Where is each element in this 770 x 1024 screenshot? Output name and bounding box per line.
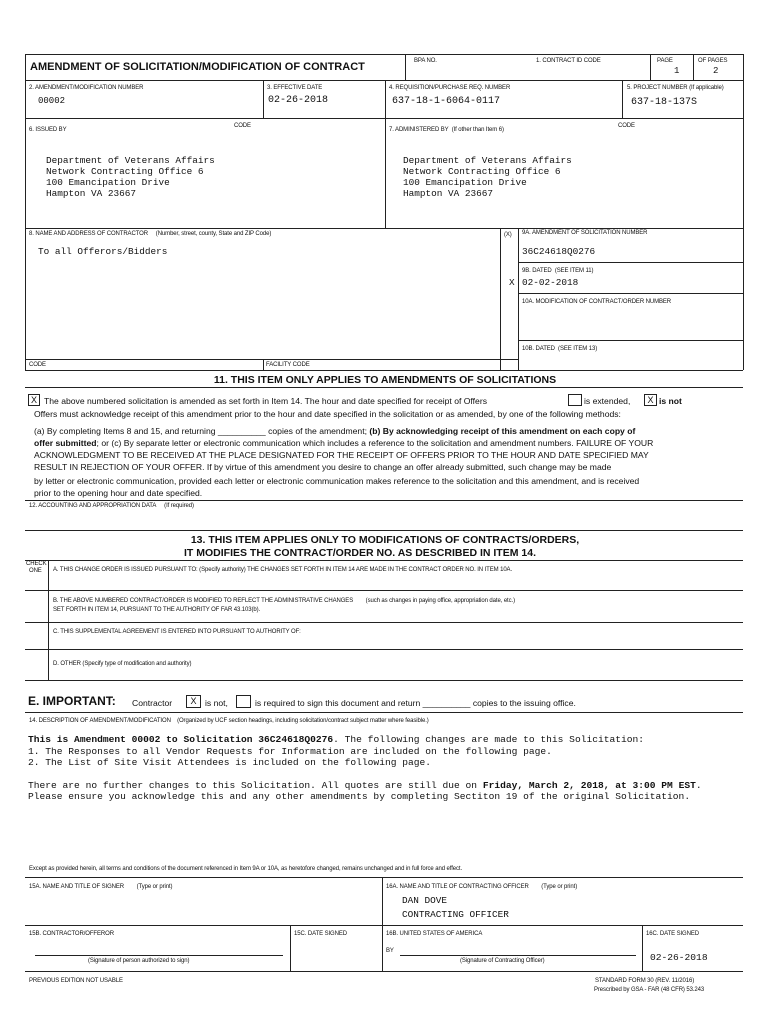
page-label: PAGE [657, 58, 673, 64]
is-not-checkbox[interactable]: X [644, 394, 657, 406]
extended-label: is extended, [584, 396, 631, 406]
important-is-required-checkbox[interactable] [236, 695, 251, 708]
of-pages-label: OF PAGES [698, 58, 728, 64]
check-one-label: CHECK ONE [26, 561, 47, 574]
is-not-label: is not [659, 396, 682, 406]
item-16a-label: 16A. NAME AND TITLE OF CONTRACTING OFFICER (Type or print) [386, 884, 578, 890]
admin-code-label: CODE [618, 123, 635, 129]
item-13-option-b-line-2: SET FORTH IN ITEM 14, PURSUANT TO THE AUTHORITY OF FAR 43.103(b). [53, 607, 261, 613]
administered-by-label: 7. ADMINISTERED BY (If other than Item 6) [389, 127, 504, 133]
contracting-officer-name: DAN DOVE [402, 895, 448, 906]
issued-code-label: CODE [234, 123, 251, 129]
amendment-number-label: 2. AMENDMENT/MODIFICATION NUMBER [29, 85, 144, 91]
x-column-label: (X) [504, 232, 512, 238]
item-13-option-d: D. OTHER (Specify type of modification and authority) [53, 661, 192, 667]
contractor-value: To all Offerors/Bidders [38, 246, 168, 257]
item-10a-label: 10A. MODIFICATION OF CONTRACT/ORDER NUMBER [522, 299, 672, 305]
requisition-label: 4. REQUISITION/PURCHASE REQ. NUMBER [389, 85, 511, 91]
item-16c-label: 16C. DATE SIGNED [646, 931, 699, 937]
item-13-heading-1: 13. THIS ITEM APPLIES ONLY TO MODIFICATIONS OF CONTRACTS/ORDERS, [190, 534, 580, 546]
except-statement: Except as provided herein, all terms and conditions of the document referenced in Item 9A or 10A, as heretofore changed, remains unchanged and in full force and effect. [29, 866, 463, 872]
item-9a-value: 36C24618Q0276 [522, 246, 596, 257]
requisition-value: 637-18-1-6064-0117 [392, 96, 501, 107]
item-9a-label: 9A. AMENDMENT OF SOLICITATION NUMBER [522, 230, 648, 236]
item-11-x-checkbox[interactable]: X [28, 394, 40, 406]
item-13-heading-2: IT MODIFIES THE CONTRACT/ORDER NO. AS DESCRIBED IN ITEM 14. [184, 547, 536, 559]
signature-16-caption: (Signature of Contracting Officer) [460, 958, 545, 964]
effective-date-value: 02-26-2018 [268, 95, 329, 106]
item-11-line-4: offer submitted; or (c) By separate letter or electronic communication which includes a reference to the solicitation and amendment numbers. FAILURE OF YOUR [34, 438, 654, 448]
standard-form-label: STANDARD FORM 30 (REV. 11/2016) [595, 978, 695, 984]
item-11-line-6: RESULT IN REJECTION OF YOUR OFFER. If by virtue of this amendment you desire to change an offer already submitted, such change may be made [34, 462, 612, 472]
item-13-option-b: B. THE ABOVE NUMBERED CONTRACT/ORDER IS MODIFIED TO REFLECT THE ADMINISTRATIVE CHANGES (such as changes in paying office, appropriation date, etc.) [53, 598, 515, 604]
previous-edition-note: PREVIOUS EDITION NOT USABLE [29, 978, 123, 984]
extended-checkbox[interactable] [568, 394, 582, 406]
item-11-line-7: by letter or electronic communication, provided each letter or electronic communication makes reference to the solicitation and this amendment, and is received [34, 476, 640, 486]
item-10b-label: 10B. DATED (SEE ITEM 13) [522, 346, 598, 352]
item-15a-label: 15A. NAME AND TITLE OF SIGNER (Type or print) [29, 884, 173, 890]
contract-id-label: 1. CONTRACT ID CODE [536, 58, 601, 64]
by-label: BY [386, 948, 394, 954]
item-13-option-c: C. THIS SUPPLEMENTAL AGREEMENT IS ENTERED INTO PURSUANT TO AUTHORITY OF: [53, 629, 301, 635]
important-is-not-checkbox[interactable]: X [186, 695, 201, 708]
facility-code-label: FACILITY CODE [266, 362, 310, 368]
administered-by-address: Department of Veterans Affairs Network Contracting Office 6 100 Emancipation Drive Hampton VA 23667 [403, 155, 572, 199]
item-11-line-2: Offers must acknowledge receipt of this amendment prior to the hour and date specified in the solicitation or as amended, by one of the following methods: [34, 409, 621, 419]
effective-date-label: 3. EFFECTIVE DATE [267, 85, 323, 91]
bpa-label: BPA NO. [414, 58, 437, 64]
amendment-number-value: 00002 [38, 96, 66, 106]
important-rest: is required to sign this document and return __________ copies to the issuing office. [255, 698, 576, 708]
contractor-code-label: CODE [29, 362, 46, 368]
important-label: E. IMPORTANT: [28, 694, 116, 708]
contracting-officer-title: CONTRACTING OFFICER [402, 909, 509, 920]
item-11-line-1: The above numbered solicitation is amended as set forth in Item 14. The hour and date specified for receipt of Offers [44, 396, 487, 406]
description-line-5: Please ensure you acknowledge this and any other amendments by completing Sectiton 19 of the original Solicitation. [28, 791, 691, 802]
project-number-value: 637-18-137S [631, 97, 698, 108]
item-13-option-a: A. THIS CHANGE ORDER IS ISSUED PURSUANT TO: (Specify authority) THE CHANGES SET FORTH IN ITEM 14 ARE MADE IN THE CONTRACT ORDER NO. IN ITEM 10A. [53, 567, 513, 573]
description-line-4: There are no further changes to this Solicitation. All quotes are still due on Friday, March 2, 2018, at 3:00 PM EST. [28, 779, 702, 791]
item-9b-x-mark: X [509, 277, 515, 288]
project-number-label: 5. PROJECT NUMBER (If applicable) [627, 85, 724, 91]
issued-by-address: Department of Veterans Affairs Network Contracting Office 6 100 Emancipation Drive Hampton VA 23667 [46, 155, 215, 199]
item-15b-label: 15B. CONTRACTOR/OFFEROR [29, 931, 114, 937]
date-16c-value: 02-26-2018 [650, 952, 708, 963]
form-title: AMENDMENT OF SOLICITATION/MODIFICATION OF CONTRACT [30, 61, 365, 73]
important-contractor: Contractor [132, 698, 173, 708]
of-pages-number: 2 [713, 66, 719, 76]
accounting-label: 12. ACCOUNTING AND APPROPRIATION DATA (If required) [29, 503, 194, 509]
item-9b-label: 9B. DATED (SEE ITEM 11) [522, 268, 594, 274]
description-line-1: This is Amendment 00002 to Solicitation 36C24618Q0276. The following changes are made to this Solicitation: [28, 734, 645, 745]
item-9b-value: 02-02-2018 [522, 277, 579, 288]
contractor-label: 8. NAME AND ADDRESS OF CONTRACTOR (Number, street, county, State and ZIP Code) [29, 231, 272, 237]
important-is-not-label: is not, [205, 698, 228, 708]
item-11-line-3: (a) By completing Items 8 and 15, and returning __________ copies of the amendment; (b) By acknowledging receipt of this amendment on each copy of [34, 426, 636, 436]
page-number: 1 [674, 66, 680, 76]
item-11-line-8: prior to the opening hour and date specified. [34, 488, 203, 498]
item-16b-label: 16B. UNITED STATES OF AMERICA [386, 931, 483, 937]
item-14-description [28, 734, 702, 803]
prescribed-by-label: Prescribed by GSA - FAR (48 CFR) 53.243 [594, 987, 705, 993]
description-line-3: 2. The List of Site Visit Attendees is included on the following page. [28, 757, 432, 768]
item-15c-label: 15C. DATE SIGNED [294, 931, 347, 937]
item-11-heading: 11. THIS ITEM ONLY APPLIES TO AMENDMENTS OF SOLICITATIONS [213, 374, 557, 386]
item-14-label: 14. DESCRIPTION OF AMENDMENT/MODIFICATION (Organized by UCF section headings, including solicitation/contract subject matter where feasible.) [29, 718, 429, 724]
item-11-line-5: ACKNOWLEDGMENT TO BE RECEIVED AT THE PLACE DESIGNATED FOR THE RECEIPT OF OFFERS PRIOR TO THE HOUR AND DATE SPECIFIED MAY [34, 450, 649, 460]
signature-15-caption: (Signature of person authorized to sign) [88, 958, 190, 964]
issued-by-label: 6. ISSUED BY [29, 127, 67, 133]
description-line-2: 1. The Responses to all Vendor Requests for Information are included on the following page. [28, 745, 552, 757]
